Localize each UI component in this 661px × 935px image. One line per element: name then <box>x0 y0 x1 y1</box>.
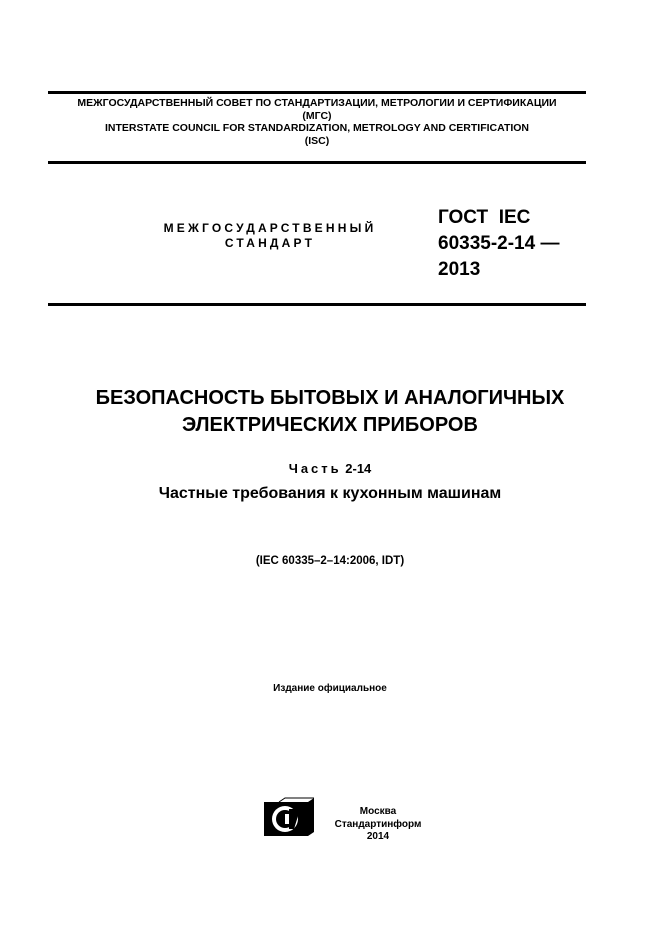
title-line2: ЭЛЕКТРИЧЕСКИХ ПРИБОРОВ <box>182 414 478 436</box>
header-bottom-rule <box>48 161 586 164</box>
gost-code-line1: ГОСТ IEC <box>438 207 531 228</box>
standard-bottom-rule <box>48 303 586 306</box>
interstate-standard-label <box>120 221 420 251</box>
publisher-year: 2014 <box>366 831 390 842</box>
council-abbr-en: (ISC) <box>304 134 330 147</box>
gost-code <box>438 205 608 283</box>
gost-code-line3: 2013 <box>438 259 481 280</box>
document-subtitle: Частные требования к кухонным машинам <box>158 485 502 502</box>
standard-label-line2: СТАНДАРТ <box>224 236 316 250</box>
standard-label-line1: МЕЖГОСУДАРСТВЕННЫЙ <box>163 221 377 235</box>
top-rule <box>48 91 586 94</box>
standartinform-logo <box>263 797 315 841</box>
iec-reference: (IEC 60335–2–14:2006, IDT) <box>255 555 405 567</box>
council-name-ru: МЕЖГОСУДАРСТВЕННЫЙ СОВЕТ ПО СТАНДАРТИЗАЦИИ, МЕТРОЛОГИИ И СЕРТИФИКАЦИИ <box>77 97 557 109</box>
edition-label: Издание официальное <box>273 683 387 694</box>
standartinform-logo-icon <box>263 797 315 841</box>
part-label <box>40 461 620 476</box>
gost-code-line2: 60335-2-14 — <box>438 233 560 254</box>
part-word: Часть <box>288 461 342 476</box>
title-line1: БЕЗОПАСНОСТЬ БЫТОВЫХ И АНАЛОГИЧНЫХ <box>95 387 565 409</box>
part-number: 2-14 <box>345 461 372 476</box>
publisher-city: Москва <box>359 806 397 817</box>
council-abbr-ru: (МГС) <box>302 109 332 122</box>
council-header <box>48 97 586 147</box>
council-name-en: INTERSTATE COUNCIL FOR STANDARDIZATION, METROLOGY AND CERTIFICATION <box>104 122 530 134</box>
document-title <box>40 385 620 439</box>
publisher-info <box>318 806 438 844</box>
publisher-name: Стандартинформ <box>334 818 422 830</box>
